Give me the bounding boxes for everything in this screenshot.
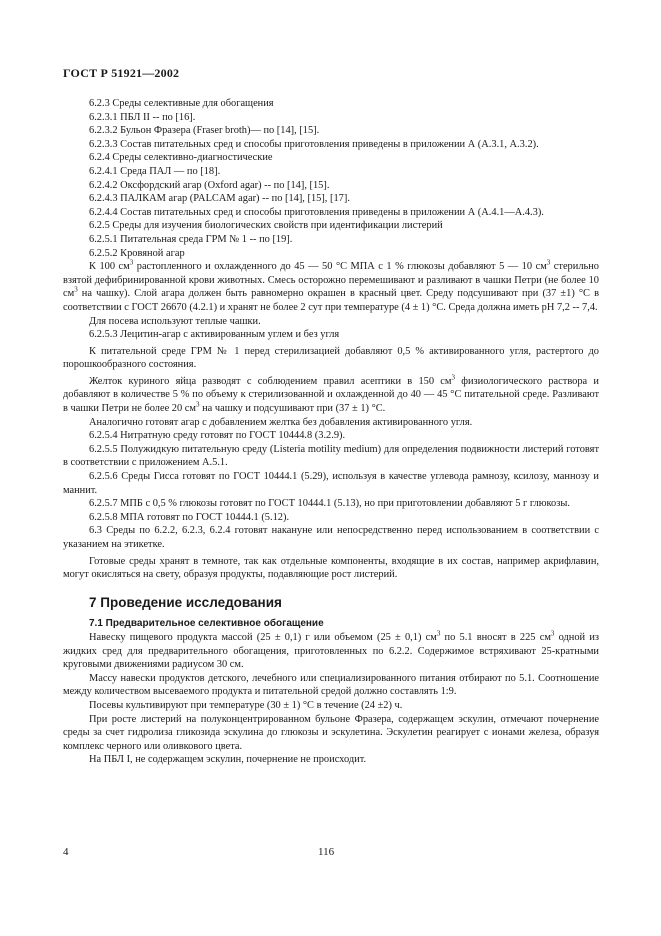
sheet-number: 116: [318, 846, 335, 858]
paragraph: 6.2.5.7 МПБ с 0,5 % глюкозы готовят по ГОСТ 10444.1 (5.13), но при приготовлении добавляют 5 г глюкозы.: [89, 498, 570, 510]
paragraph: 6.2.4.2 Оксфордский агар (Oxford agar) -- по [14], [15].: [89, 179, 330, 191]
paragraph: 6.2.4.1 Среда ПАЛ — по [18].: [89, 165, 221, 177]
paragraph: Массу навески продуктов детского, лечебного или специализированного питания отбирают по 5.1. Соотношение между количеством высеваемого продукта и питательной средой должно составлять 1:9.: [63, 672, 599, 698]
paragraph: 6.2.5.5 Полужидкую питательную среду (Listeria motility medium) для определения подвижности листерий готовят в соответствии с приложением А.5.1.: [63, 443, 599, 469]
paragraph: 6.2.5.2 Кровяной агар: [89, 247, 185, 259]
superscript: 3: [195, 400, 200, 409]
text-run: одной из жидких сред для предварительного обогащения, приготовленных по 6.2.2. Содержимое встряхивают 25-кратными круговыми движениями радиусом 30 см.: [63, 631, 599, 671]
paragraph: 6.2.3.2 Бульон Фразера (Fraser broth)— по [14], [15].: [89, 125, 320, 137]
text-run: Желток куриного яйца разводят с соблюдением правил асептики в 150 см: [89, 375, 452, 387]
text-run: на чашку и подсушивают при (37 ± 1) °С.: [199, 403, 386, 415]
paragraph: 6.2.4.4 Состав питательных сред и способы приготовления приведены в приложении А (А.4.1—А.4.3).: [89, 206, 544, 218]
text-run: стерильно взятой дефибринированной крови животных. Смесь осторожно перемешивают и разливают в чашки Петри (не более 10 см: [63, 261, 599, 300]
text-run: физиологического раствора и добавляют в количестве 5 % по объему к стерилизованной и охлажденной до 40 — 45 °С питательной среде. Разливают в чашки Петри не более 20 см: [63, 375, 599, 415]
paragraph: 6.2.3.3 Состав питательных сред и способы приготовления приведены в приложении А (А.3.1, А.3.2).: [89, 138, 539, 150]
paragraph: 6.2.5.8 МПА готовят по ГОСТ 10444.1 (5.12).: [89, 511, 290, 523]
paragraph: 6.2.5.4 Нитратную среду готовят по ГОСТ 10444.8 (3.2.9).: [89, 430, 346, 442]
paragraph: К питательной среде ГРМ № 1 перед стерилизацией добавляют 0,5 % активированного угля, растертого до порошкообразного состояния.: [63, 345, 599, 371]
superscript: 3: [436, 629, 441, 638]
superscript: 3: [451, 373, 455, 382]
paragraph: 6.2.4.3 ПАЛКАМ агар (PALCAM agar) -- по [14], [15], [17].: [89, 193, 350, 205]
paragraph: [63, 260, 599, 314]
superscript: 3: [546, 258, 551, 267]
paragraph: 6.2.5.1 Питательная среда ГРМ № 1 -- по [19].: [89, 233, 293, 245]
document-body: [63, 97, 599, 767]
text-run: К 100 см: [89, 261, 130, 273]
paragraph: Посевы культивируют при температуре (30 ± 1) °С в течение (24 ±2) ч.: [89, 699, 403, 711]
paragraph: На ПБЛ I, не содержащем эскулин, почернение не происходит.: [89, 754, 367, 766]
paragraph: 6.2.4 Среды селективно-диагностические: [89, 152, 273, 164]
document-header: ГОСТ Р 51921—2002: [63, 66, 180, 80]
page-number: 4: [63, 846, 69, 858]
paragraph: 6.2.5.3 Лецитин-агар с активированным углем и без угля: [89, 329, 340, 341]
text-run: по 5.1 вносят в 225 см: [440, 631, 551, 643]
subsection-heading: 7.1 Предварительное селективное обогащение: [89, 618, 324, 630]
paragraph: 6.2.5 Среды для изучения биологических свойств при идентификации листерий: [89, 220, 443, 232]
superscript: 3: [129, 258, 134, 267]
paragraph: Для посева используют теплые чашки.: [89, 315, 261, 327]
text-run: Навеску пищевого продукта массой (25 ± 0,1) г или объемом (25 ± 0,1) см: [89, 631, 437, 643]
text-run: растопленного и охлажденного до 45 — 50 °С МПА с 1 % глюкозы добавляют 5 — 10 см: [133, 261, 547, 273]
section-heading: 7 Проведение исследования: [89, 594, 282, 610]
paragraph: Аналогично готовят агар с добавлением желтка без добавления активированного угля.: [89, 416, 473, 428]
superscript: 3: [74, 285, 78, 294]
paragraph: [63, 631, 599, 672]
paragraph: 6.2.3 Среды селективные для обогащения: [89, 98, 274, 109]
superscript: 3: [550, 629, 555, 638]
paragraph: 6.2.3.1 ПБЛ II -- по [16].: [89, 111, 196, 123]
paragraph: Готовые среды хранят в темноте, так как отдельные компоненты, входящие в их состав, например акрифлавин, могут окисляться на свету, образуя продукты, подавляющие рост листерий.: [63, 555, 599, 581]
paragraph: 6.2.5.6 Среды Гисса готовят по ГОСТ 10444.1 (5.29), используя в качестве углевода рамнозу, ксилозу, маннозу и маннит.: [63, 471, 599, 496]
paragraph: 6.3 Среды по 6.2.2, 6.2.3, 6.2.4 готовят накануне или непосредственно перед использованием в соответствии с указанием на этикетке.: [63, 525, 599, 550]
paragraph: При росте листерий на полуконцентрированном бульоне Фразера, содержащем эскулин, отмечают почернение среды за счет гидролиза гликозида эскулина до глюкозы и эскулетина. Эскулетин реагирует с ионами железа, образуя комплекс черного или оливкового цвета.: [63, 713, 599, 752]
paragraph: [63, 375, 599, 416]
text-run: на чашку). Слой агара должен быть равномерно окрашен в красный цвет. Среду подсушивают при (37 ±1) °С в соответствии с ГОСТ 26670 (4.2.1) и хранят не более 2 сут при температуре (4 ± 1) °С. Среда должна иметь pH 7,2 -- 7,4.: [63, 288, 599, 313]
